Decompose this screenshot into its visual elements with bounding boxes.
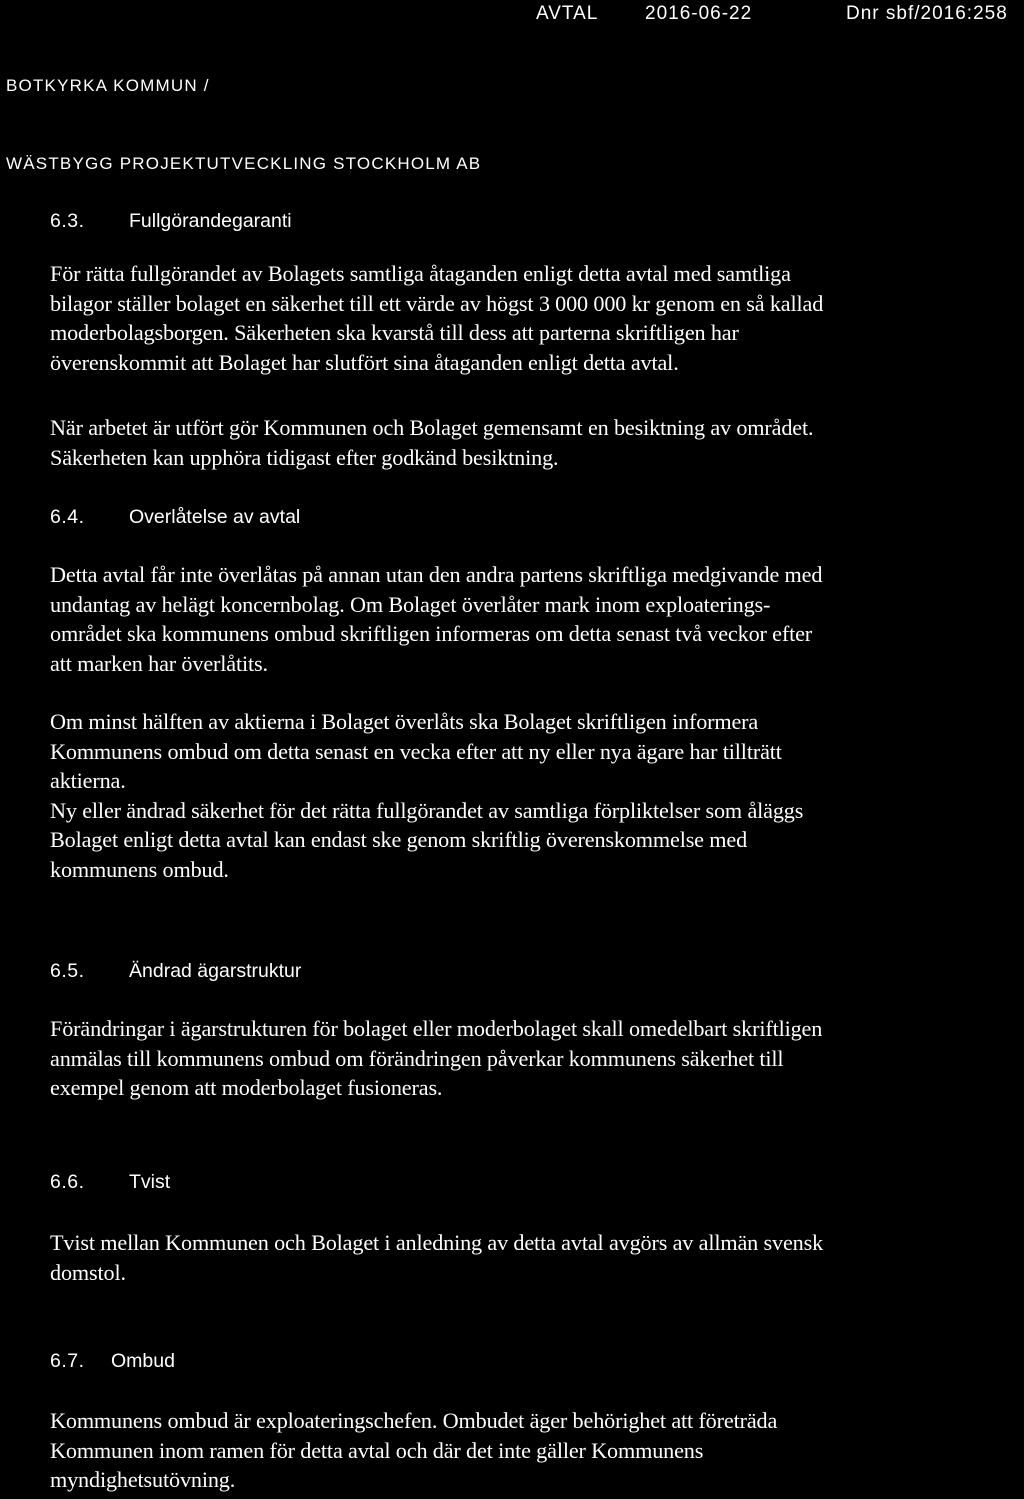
doc-type-label: AVTAL xyxy=(536,3,599,24)
section-number: 6.7. xyxy=(50,1350,85,1372)
section-paragraph xyxy=(50,1014,1020,1103)
paragraph-line: området ska kommunens ombud skriftligen informeras om detta senast två veckor efter xyxy=(50,621,813,646)
paragraph-line: Säkerheten kan upphöra tidigast efter godkänd besiktning. xyxy=(50,444,559,470)
party-municipality: BOTKYRKA KOMMUN / xyxy=(6,76,210,95)
paragraph-line: Om minst hälften av aktierna i Bolaget överlåts ska Bolaget skriftligen informera xyxy=(50,709,759,734)
section-title: Tvist xyxy=(129,1171,171,1193)
paragraph-line: bilagor ställer bolaget en säkerhet till ett värde av högst 3 000 000 kr genom en så kallad xyxy=(50,290,824,316)
paragraph-line: För rätta fullgörandet av Bolagets samtliga åtaganden enligt detta avtal med samtliga xyxy=(50,261,791,286)
paragraph-line: Kommunens ombud om detta senast en vecka efter att ny eller nya ägare har tillträtt xyxy=(50,738,782,764)
section-paragraph xyxy=(50,259,1020,377)
section-title: Ändrad ägarstruktur xyxy=(129,960,302,982)
section-paragraph xyxy=(50,1228,1020,1287)
paragraph-line: När arbetet är utfört gör Kommunen och Bolaget gemensamt en besiktning av området. xyxy=(50,415,814,440)
section-number: 6.6. xyxy=(50,1171,85,1193)
section-title: Fullgörandegaranti xyxy=(129,210,292,232)
paragraph-line: domstol. xyxy=(50,1259,126,1285)
doc-date: 2016-06-22 xyxy=(645,3,753,24)
section-number: 6.5. xyxy=(50,960,85,982)
paragraph-line: anmälas till kommunens ombud om förändringen påverkar kommunens säkerhet till xyxy=(50,1045,784,1071)
paragraph-line: myndighetsutövning. xyxy=(50,1467,236,1492)
paragraph-line: Tvist mellan Kommunen och Bolaget i anledning av detta avtal avgörs av allmän svensk xyxy=(50,1230,824,1255)
paragraph-line: att marken har överlåtits. xyxy=(50,650,268,676)
paragraph-line: Detta avtal får inte överlåtas på annan utan den andra partens skriftliga medgivande med xyxy=(50,562,823,587)
paragraph-line: Förändringar i ägarstrukturen för bolaget eller moderbolaget skall omedelbart skriftligen xyxy=(50,1016,823,1041)
section-paragraph xyxy=(50,413,1020,472)
paragraph-line: kommunens ombud. xyxy=(50,856,229,882)
paragraph-line: exempel genom att moderbolaget fusioneras. xyxy=(50,1075,443,1100)
section-title: Ombud xyxy=(111,1350,175,1372)
section-paragraph xyxy=(50,560,1020,678)
section-paragraph xyxy=(50,1406,1020,1495)
paragraph-line: Bolaget enligt detta avtal kan endast ske genom skriftlig överenskommelse med xyxy=(50,827,748,852)
section-number: 6.4. xyxy=(50,506,85,528)
party-company: WÄSTBYGG PROJEKTUTVECKLING STOCKHOLM AB xyxy=(6,154,482,173)
paragraph-line: moderbolagsborgen. Säkerheten ska kvarstå till dess att parterna skriftligen har xyxy=(50,320,739,345)
section-paragraph xyxy=(50,707,1020,884)
paragraph-line: undantag av helägt koncernbolag. Om Bolaget överlåter mark inom exploaterings- xyxy=(50,591,771,617)
paragraph-line: överenskommit att Bolaget har slutfört sina åtaganden enligt detta avtal. xyxy=(50,349,679,375)
paragraph-line: Kommunens ombud är exploateringschefen. Ombudet äger behörighet att företräda xyxy=(50,1408,778,1433)
diary-number: Dnr sbf/2016:258 xyxy=(846,3,1008,24)
paragraph-line: aktierna. xyxy=(50,768,126,793)
section-number: 6.3. xyxy=(50,210,85,232)
paragraph-line: Ny eller ändrad säkerhet för det rätta fullgörandet av samtliga förpliktelser som åläggs xyxy=(50,797,804,823)
section-title: Overlåtelse av avtal xyxy=(129,506,301,528)
paragraph-line: Kommunen inom ramen för detta avtal och där det inte gäller Kommunens xyxy=(50,1437,704,1463)
